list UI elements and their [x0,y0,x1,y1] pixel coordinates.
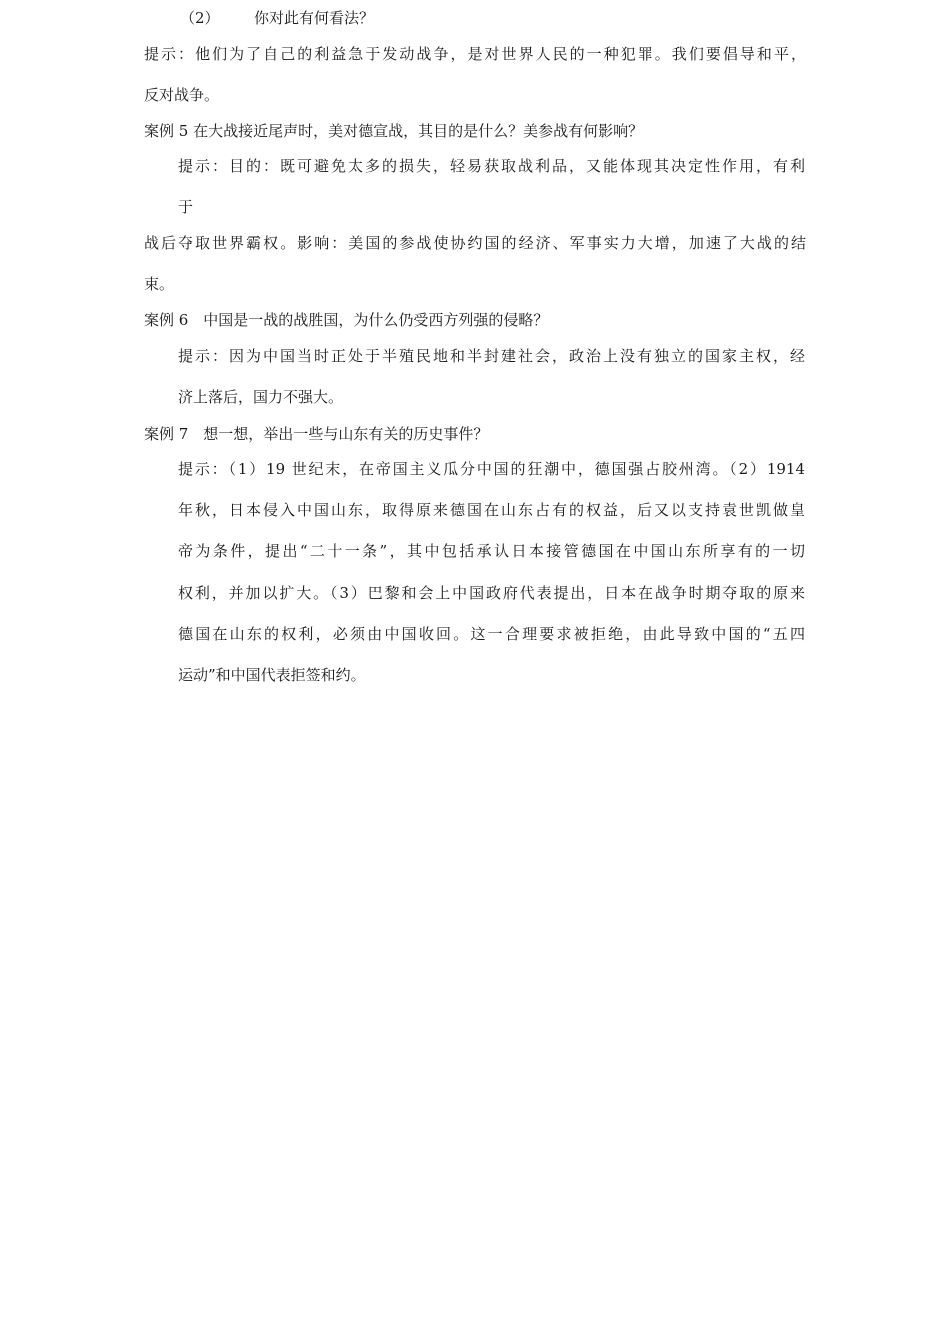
question-number: （2） [180,9,220,27]
hint-paragraph-line: 反对战争。 [144,86,220,104]
hint-paragraph-line: 德国在山东的权利，必须由中国收回。这一合理要求被拒绝，由此导致中国的“五四 [178,625,805,643]
hint-paragraph-line: 提示：目的：既可避免太多的损失，轻易获取战利品，又能体现其决定性作用，有利 [178,157,805,175]
case-title: 案例 6 中国是一战的战胜国，为什么仍受西方列强的侵略？ [144,311,549,329]
hint-paragraph-line: 提示：（1）19 世纪末，在帝国主义瓜分中国的狂潮中，德国强占胶州湾。（2）1914 [178,460,805,478]
hint-paragraph-line: 战后夺取世界霸权。影响：美国的参战使协约国的经济、军事实力大增，加速了大战的结 [144,234,806,252]
hint-paragraph-line: 束。 [144,275,175,293]
hint-paragraph-line: 提示：因为中国当时正处于半殖民地和半封建社会，政治上没有独立的国家主权，经 [178,347,805,365]
hint-paragraph-line: 于 [178,198,194,216]
hint-paragraph-line: 运动”和中国代表拒签和约。 [178,666,366,684]
question-text: 你对此有何看法？ [254,9,375,27]
hint-paragraph-line: 权利，并加以扩大。（3）巴黎和会上中国政府代表提出，日本在战争时期夺取的原来 [178,584,805,602]
hint-paragraph-line: 年秋，日本侵入中国山东，取得原来德国在山东占有的权益，后又以支持袁世凯做皇 [178,501,805,519]
hint-paragraph-line: 帝为条件，提出“二十一条”，其中包括承认日本接管德国在中国山东所享有的一切 [178,542,805,560]
hint-paragraph-line: 提示：他们为了自己的利益急于发动战争，是对世界人民的一种犯罪。我们要倡导和平， [144,45,806,63]
case-title: 案例 5 在大战接近尾声时，美对德宣战，其目的是什么？美参战有何影响？ [144,122,644,140]
case-title: 案例 7 想一想，举出一些与山东有关的历史事件？ [144,425,489,443]
hint-paragraph-line: 济上落后，国力不强大。 [178,388,344,406]
